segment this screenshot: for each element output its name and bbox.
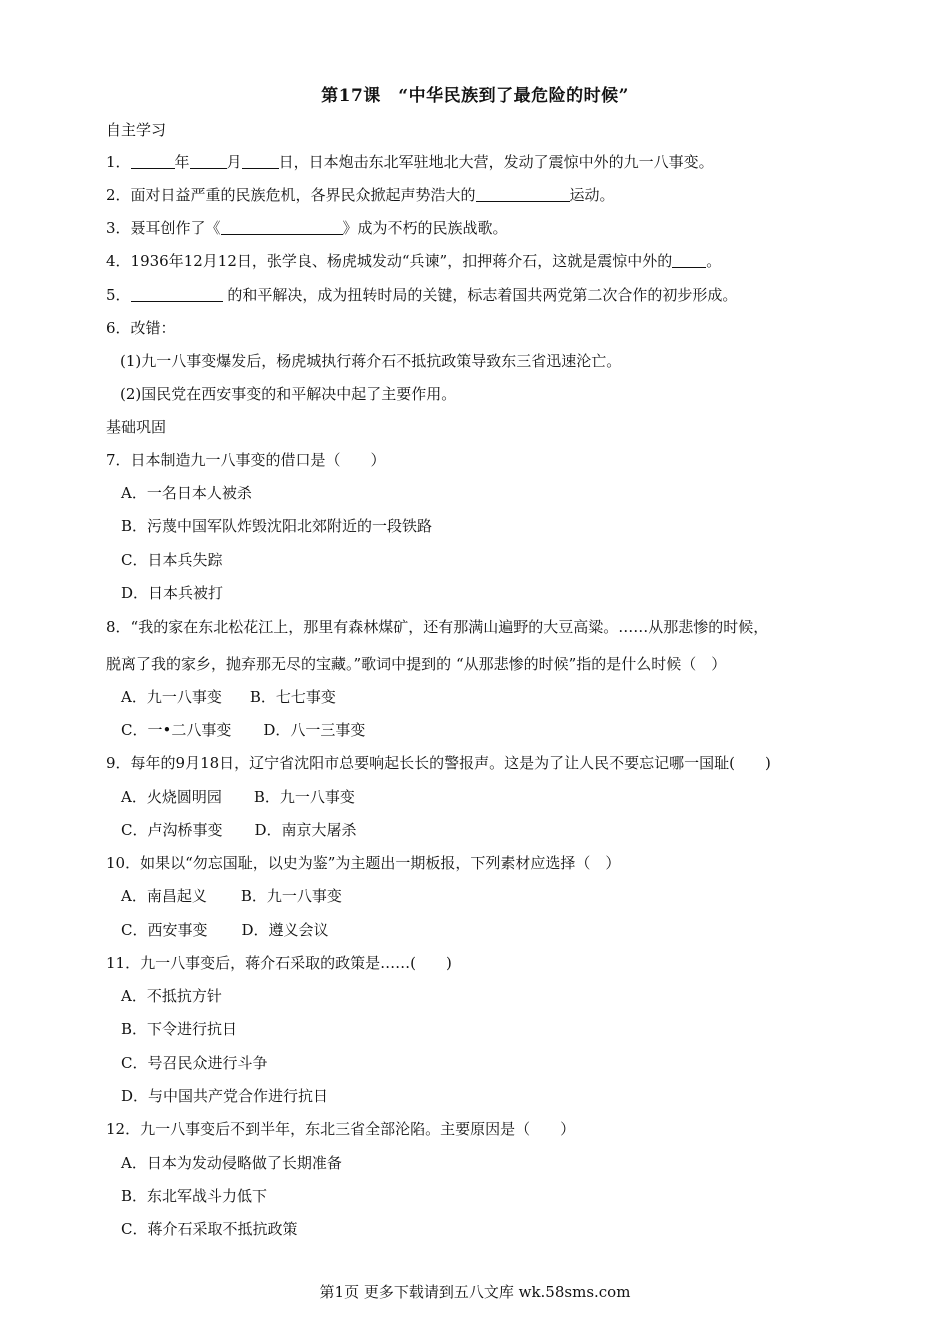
question-8-stem-line-2: 脱离了我的家乡，抛弃那无尽的宝藏。”歌词中提到的 “从那悲惨的时候”指的是什么时候（ ） bbox=[106, 655, 727, 673]
question-9-options-row-2 bbox=[121, 820, 357, 840]
question-3: 3．聂耳创作了《 》成为不朽的民族战歌。 bbox=[106, 219, 508, 237]
question-4: 4．1936年12月12日，张学良、杨虎城发动“兵谏”，扣押蒋介石，这就是震惊中外的 。 bbox=[106, 252, 722, 270]
section-heading-self-study: 自主学习 bbox=[106, 121, 167, 139]
question-10-option-b: B．九一八事变 bbox=[240, 887, 342, 905]
question-2: 2．面对日益严重的民族危机，各界民众掀起声势浩大的 运动。 bbox=[106, 186, 615, 204]
answer-blank bbox=[242, 153, 279, 169]
question-8-stem-line-1: 8．“我的家在东北松花江上，那里有森林煤矿，还有那满山遍野的大豆高粱。……从那悲惨的时候， bbox=[106, 618, 769, 636]
question-10-options-row-1 bbox=[121, 886, 342, 906]
question-6-item-1: (1)九一八事变爆发后，杨虎城执行蒋介石不抵抗政策导致东三省迅速沦亡。 bbox=[120, 352, 622, 370]
answer-blank bbox=[476, 186, 570, 202]
question-10-option-c: C．西安事变 bbox=[121, 921, 208, 939]
question-12-option-c: C．蒋介石采取不抵抗政策 bbox=[121, 1220, 298, 1238]
question-10-options-row-2 bbox=[121, 920, 329, 940]
question-7-option-d: D．日本兵被打 bbox=[121, 584, 224, 602]
question-12-option-b: B．东北军战斗力低下 bbox=[121, 1187, 268, 1205]
question-8-options-row-1 bbox=[121, 687, 336, 707]
question-10-option-d: D．遵义会议 bbox=[241, 921, 329, 939]
question-8-option-c: C．一•二八事变 bbox=[121, 721, 232, 739]
question-5: 5． 的和平解决，成为扭转时局的关键，标志着国共两党第二次合作的初步形成。 bbox=[106, 286, 738, 304]
page-footer: 第1页 更多下载请到五八文库 wk.58sms.com bbox=[319, 1283, 631, 1301]
question-9-option-a: A．火烧圆明园 bbox=[121, 788, 222, 806]
question-10-stem: 10．如果以“勿忘国耻，以史为鉴”为主题出一期板报，下列素材应选择（ ） bbox=[106, 854, 621, 872]
question-7-option-c: C．日本兵失踪 bbox=[121, 551, 223, 569]
question-8-option-d: D．八一三事变 bbox=[263, 721, 366, 739]
answer-blank bbox=[221, 219, 343, 235]
question-6-item-2: (2)国民党在西安事变的和平解决中起了主要作用。 bbox=[120, 385, 457, 403]
question-7-stem: 7．日本制造九一八事变的借口是（ ） bbox=[106, 451, 386, 469]
question-9-option-d: D．南京大屠杀 bbox=[254, 821, 357, 839]
question-8-option-a: A．九一八事变 bbox=[121, 688, 222, 706]
question-8-options-row-2 bbox=[121, 720, 365, 740]
answer-blank bbox=[190, 153, 227, 169]
question-8-option-b: B．七七事变 bbox=[249, 688, 336, 706]
question-11-option-b: B．下令进行抗日 bbox=[121, 1020, 238, 1038]
question-10-option-a: A．南昌起义 bbox=[121, 887, 207, 905]
answer-blank bbox=[672, 252, 706, 268]
question-9-option-c: C．卢沟桥事变 bbox=[121, 821, 223, 839]
page-title: 第17课 “中华民族到了最危险的时候” bbox=[321, 86, 629, 106]
question-7-option-b: B．污蔑中国军队炸毁沈阳北郊附近的一段铁路 bbox=[121, 517, 433, 535]
answer-blank bbox=[131, 286, 223, 302]
question-9-options-row-1 bbox=[121, 787, 355, 807]
question-7-option-a: A．一名日本人被杀 bbox=[121, 484, 252, 502]
question-11-option-d: D．与中国共产党合作进行抗日 bbox=[121, 1087, 329, 1105]
question-11-option-c: C．号召民众进行斗争 bbox=[121, 1054, 268, 1072]
question-12-stem: 12．九一八事变后不到半年，东北三省全部沦陷。主要原因是（ ） bbox=[106, 1120, 576, 1138]
answer-blank bbox=[131, 153, 175, 169]
question-9-stem: 9．每年的9月18日，辽宁省沈阳市总要响起长长的警报声。这是为了让人民不要忘记哪一国耻( ) bbox=[106, 754, 771, 772]
question-11-option-a: A．不抵抗方针 bbox=[121, 987, 222, 1005]
question-12-option-a: A．日本为发动侵略做了长期准备 bbox=[121, 1154, 342, 1172]
question-6: 6．改错： bbox=[106, 319, 176, 337]
section-heading-consolidation: 基础巩固 bbox=[106, 418, 167, 436]
question-9-option-b: B．九一八事变 bbox=[253, 788, 355, 806]
question-11-stem: 11．九一八事变后，蒋介石采取的政策是……( ) bbox=[106, 954, 452, 972]
question-1: 1． 年 月 日，日本炮击东北军驻地北大营，发动了震惊中外的九一八事变。 bbox=[106, 153, 714, 171]
